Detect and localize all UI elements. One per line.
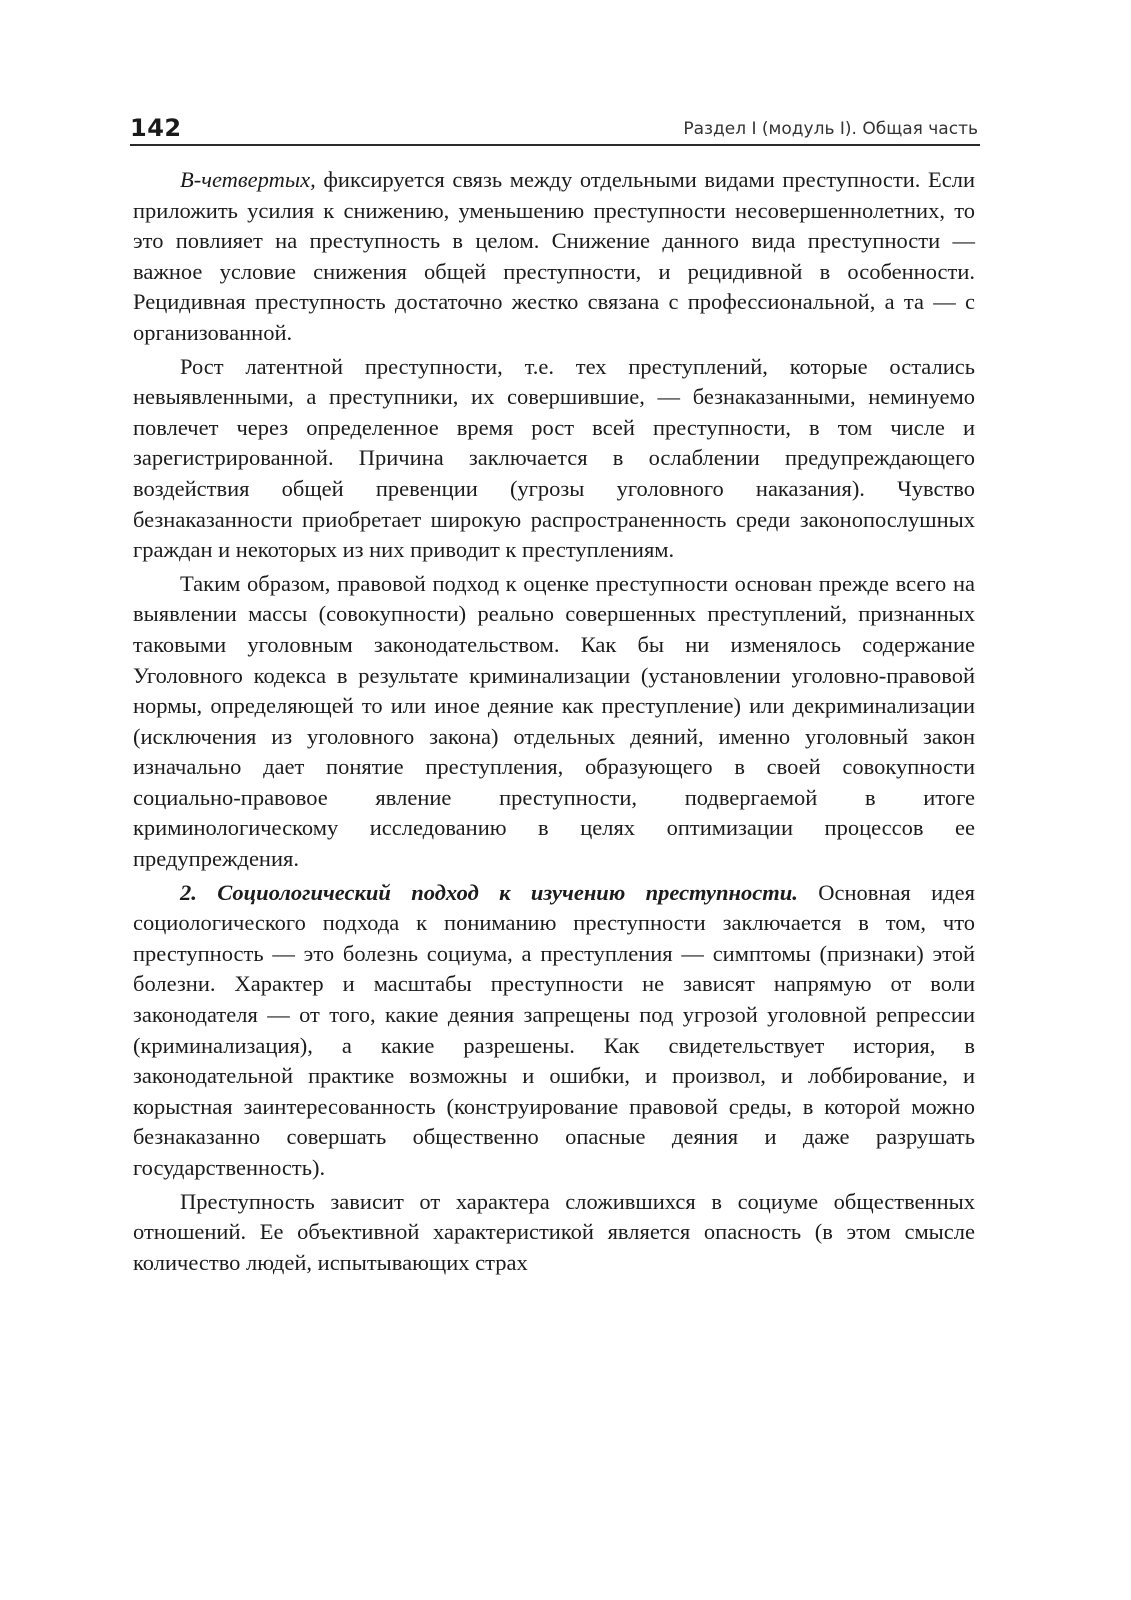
running-head — [130, 110, 980, 146]
paragraph-text: Таким образом, правовой подход к оценке преступности основан прежде всего на выявлении массы (совокупности) реально совершенных преступлений, признанных таковыми уголовным законодательством. Как бы ни изменялось содержание Уголовного кодекса в результате криминализации (установлении уголовно-правовой нормы, определяющей то или иное деяние как преступление) или декриминализации (исключения из уголовного закона) отдельных деяний, именно уголовный закон изначально дает понятие преступления, образующего в своей совокупности социально-правовое явление преступности, подвергаемой в итоге криминологическому исследованию в целях оптимизации процессов ее предупреждения. — [133, 570, 975, 872]
paragraph-legal-approach — [133, 569, 975, 875]
section-title: Раздел I (модуль I). Общая часть — [683, 119, 978, 139]
subsection-heading: 2. Социологический подход к изучению преступности. — [180, 879, 798, 905]
body-text — [133, 165, 975, 1281]
paragraph-text: Основная идея социологического подхода к пониманию преступности заключается в том, что преступность — это болезнь социума, а преступления — симптомы (признаки) этой болезни. Характер и масштабы преступности не зависят напрямую от воли законодателя — от того, какие деяния запрещены под угрозой уголовной репрессии (криминализация), а какие разрешены. Как свидетельствует история, в законодательной практике возможны и ошибки, и произвол, и лоббирование, и корыстная заинтересованность (конструирование правовой среды, в которой можно безнаказанно совершать общественно опасные деяния и даже разрушать государственность). — [133, 879, 975, 1180]
page-number: 142 — [130, 114, 182, 142]
paragraph-lead-italic: В-четвертых, — [180, 167, 316, 192]
paragraph-text: фиксируется связь между отдельными видами преступности. Если приложить усилия к снижению, уменьшению преступности несовершеннолетних, то это повлияет на преступность в целом. Снижение данного вида преступности — важное условие снижения общей преступности, и рецидивной в особенности. Рецидивная преступность достаточно жестко связана с профессиональной, а та — с организованной. — [133, 167, 975, 345]
paragraph-text: Преступность зависит от характера сложившихся в социуме общественных отношений. Ее объективной характеристикой является опасность (в этом смысле количество людей, испытывающих страх — [133, 1188, 975, 1275]
paragraph-latent-crime — [133, 352, 975, 566]
paragraph-fourthly — [133, 165, 975, 349]
paragraph-social-relations — [133, 1187, 975, 1279]
paragraph-sociological-approach — [133, 878, 975, 1184]
paragraph-text: Рост латентной преступности, т.е. тех преступлений, которые остались невыявленными, а преступники, их совершившие, — безнаказанными, неминуемо повлечет через определенное время рост всей преступности, в том числе и зарегистрированной. Причина заключается в ослаблении предупреждающего воздействия общей превенции (угрозы уголовного наказания). Чувство безнаказанности приобретает широкую распространенность среди законопослушных граждан и некоторых из них приводит к преступлениям. — [133, 353, 975, 563]
